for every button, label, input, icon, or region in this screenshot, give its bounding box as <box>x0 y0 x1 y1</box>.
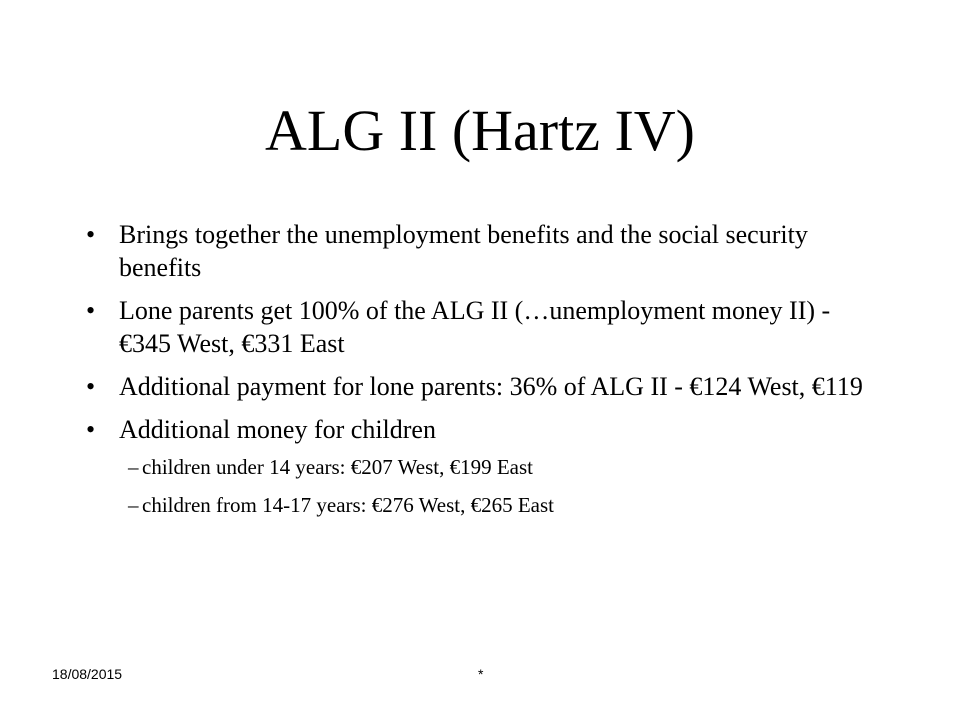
sub-bullet-marker: – <box>128 455 139 479</box>
bullet-marker: • <box>86 415 96 444</box>
bullet-text: Additional money for children <box>119 415 436 444</box>
bullet-text: Lone parents get 100% of the ALG II (…unemployment money II) - €345 West, €331 East <box>119 296 831 358</box>
bullet-item <box>86 413 876 518</box>
bullet-item <box>86 294 876 360</box>
sub-bullet-item <box>86 454 843 480</box>
footer-page-number: * <box>478 666 484 682</box>
bullet-marker: • <box>86 296 96 325</box>
footer-date: 18/08/2015 <box>52 666 123 682</box>
sub-bullet-item <box>86 492 843 518</box>
bullet-text: Brings together the unemployment benefits and the social security benefits <box>119 220 808 282</box>
slide-title: ALG II (Hartz IV) <box>265 98 695 163</box>
bullet-marker: • <box>86 220 96 249</box>
bullet-marker: • <box>86 372 96 401</box>
sub-bullet-marker: – <box>128 493 139 517</box>
bullet-item <box>86 370 876 403</box>
sub-bullet-text: children from 14-17 years: €276 West, €265 East <box>142 493 555 517</box>
bullet-list <box>86 218 876 530</box>
sub-bullet-list <box>119 454 876 518</box>
sub-bullet-text: children under 14 years: €207 West, €199 East <box>142 455 534 479</box>
bullet-text: Additional payment for lone parents: 36% of ALG II - €124 West, €119 <box>119 372 863 401</box>
bullet-item <box>86 218 876 284</box>
